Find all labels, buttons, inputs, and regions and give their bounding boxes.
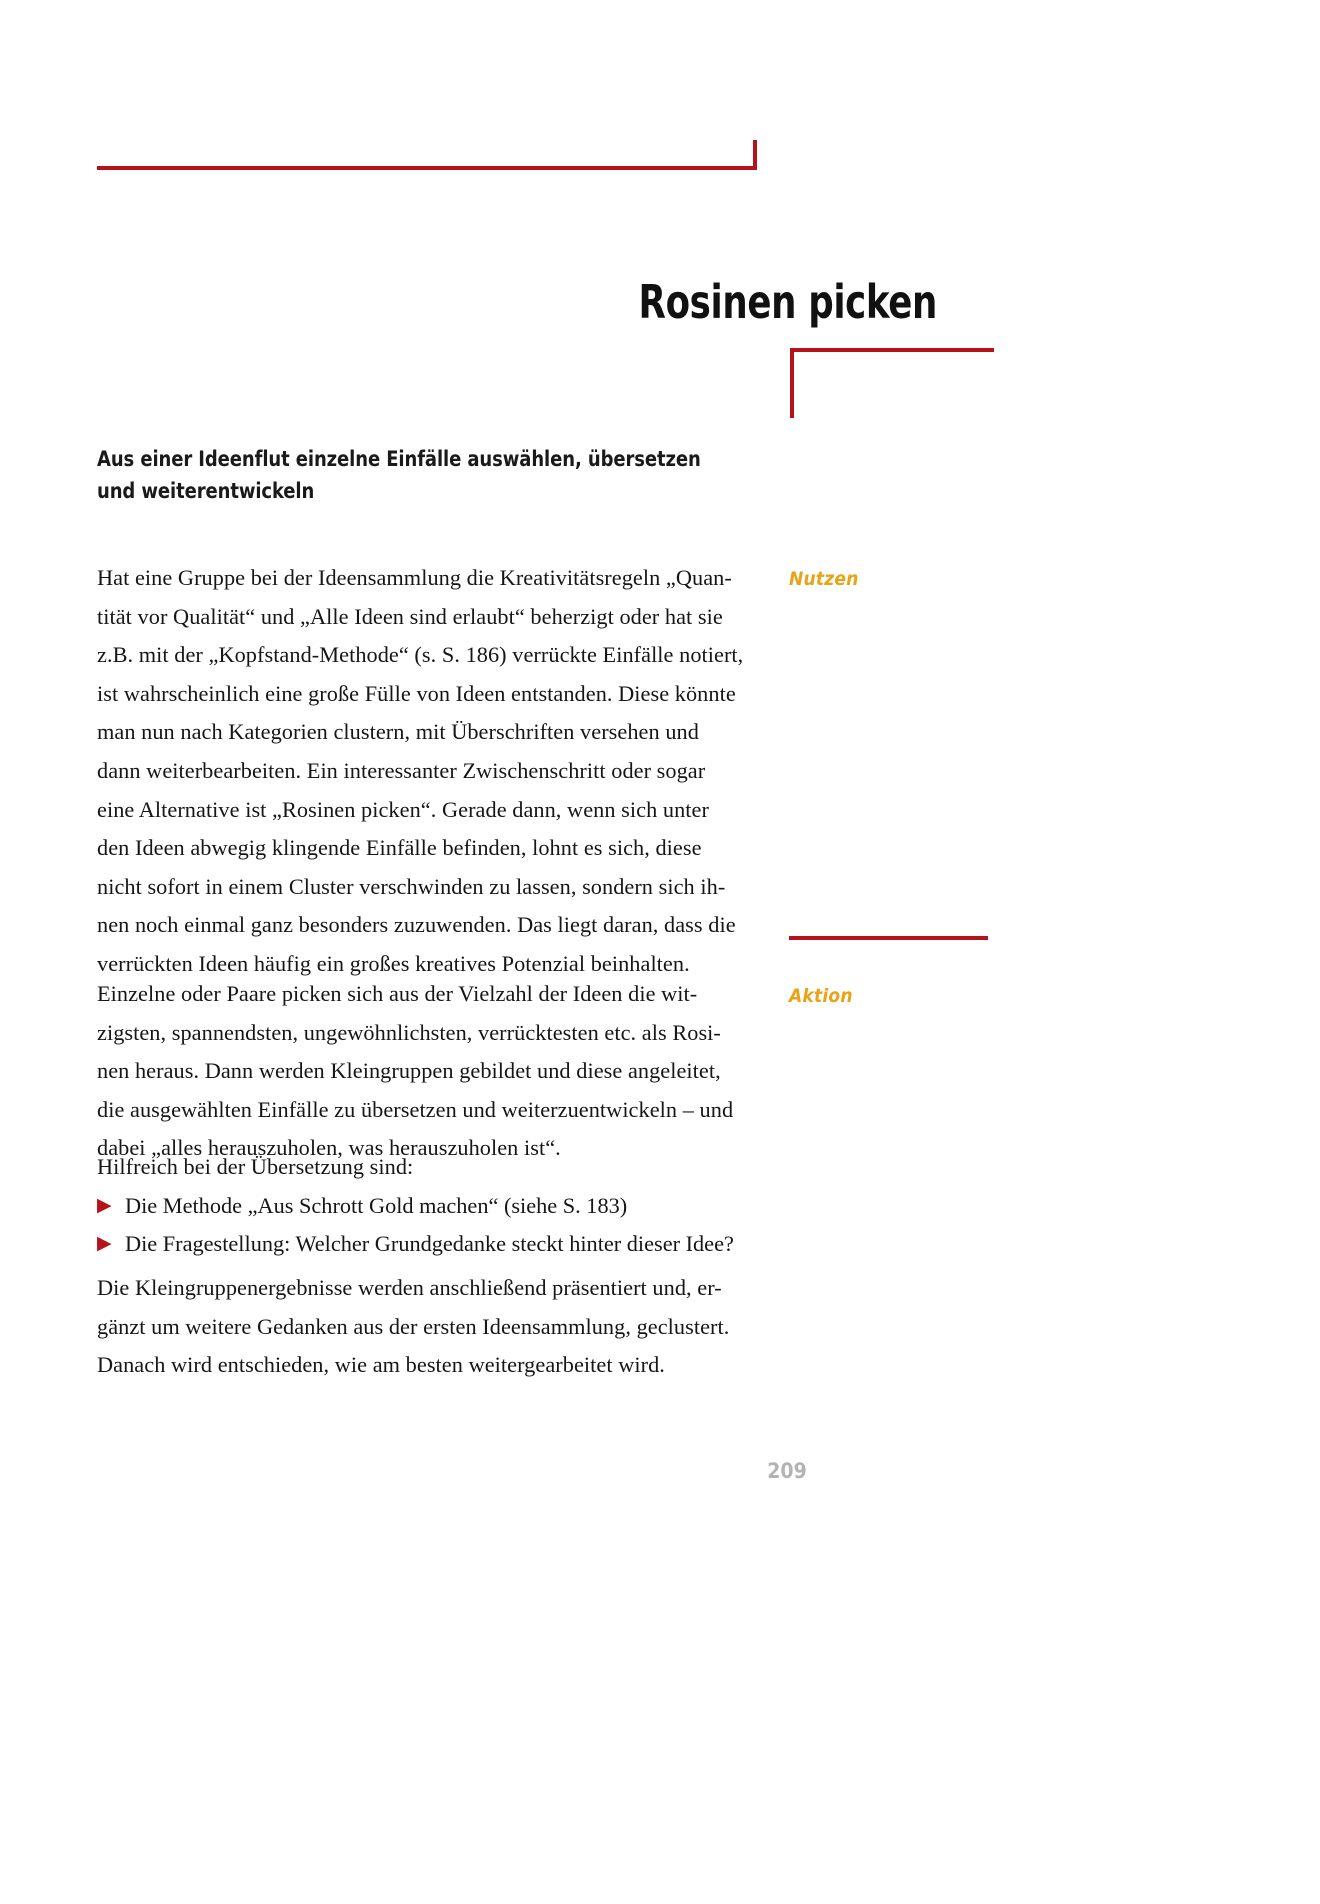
- list-item: [97, 1225, 762, 1264]
- margin-red-divider: [789, 936, 988, 940]
- text-line: nicht sofort in einem Cluster verschwinden zu lassen, sondern sich ih-: [97, 873, 726, 899]
- bullet-list: [97, 1187, 762, 1264]
- page-title: Rosinen picken: [638, 274, 937, 329]
- top-red-rule: [97, 166, 757, 170]
- text-line: nen noch einmal ganz besonders zuzuwenden. Das liegt daran, dass die: [97, 912, 736, 938]
- text-line: man nun nach Kategorien clustern, mit Überschriften versehen und: [97, 719, 699, 745]
- text-line: tität vor Qualität“ und „Alle Ideen sind erlaubt“ beherzigt oder hat sie: [97, 603, 723, 629]
- text-line: eine Alternative ist „Rosinen picken“. Gerade dann, wenn sich unter: [97, 796, 709, 822]
- text-line: Einzelne oder Paare picken sich aus der Vielzahl der Ideen die wit-: [97, 981, 698, 1006]
- text-line: Hilfreich bei der Übersetzung sind:: [97, 1154, 414, 1179]
- text-line: zigsten, spannendsten, ungewöhnlichsten, verrücktesten etc. als Rosi-: [97, 1019, 721, 1045]
- list-item: [97, 1187, 762, 1226]
- top-red-rule-end-tick: [753, 140, 757, 170]
- text-line: z.B. mit der „Kopfstand-Methode“ (s. S. 186) verrückte Einfälle notiert,: [97, 642, 744, 668]
- text-line: verrückten Ideen häufig ein großes kreatives Potenzial beinhalten.: [97, 950, 690, 976]
- paragraph-intro: [97, 559, 762, 984]
- text-line: gänzt um weitere Gedanken aus der ersten Ideensammlung, geclustert.: [97, 1313, 730, 1339]
- text-line: Die Kleingruppenergebnisse werden anschließend präsentiert und, er-: [97, 1275, 722, 1300]
- text-line: Hat eine Gruppe bei der Ideensammlung die Kreativitätsregeln „Quan-: [97, 565, 732, 590]
- text-line: die ausgewählten Einfälle zu übersetzen und weiterzuentwickeln – und: [97, 1096, 734, 1122]
- list-item-label: Die Methode „Aus Schrott Gold machen“ (siehe S. 183): [125, 1192, 628, 1218]
- bullet-section-lead: [97, 1148, 762, 1187]
- triangle-bullet-icon: ▶: [97, 1194, 112, 1216]
- red-corner-bracket: [790, 348, 994, 418]
- text-line: dabei „alles herauszuholen, was herauszuholen ist“.: [97, 1135, 561, 1161]
- text-line: nen heraus. Dann werden Kleingruppen gebildet und diese angeleitet,: [97, 1058, 721, 1084]
- paragraph-aktion: [97, 975, 762, 1168]
- paragraph-final: [97, 1269, 762, 1385]
- text-line: den Ideen abwegig klingende Einfälle befinden, lohnt es sich, diese: [97, 835, 702, 861]
- subtitle-line-2: und weiterentwickeln: [97, 478, 315, 504]
- text-line: ist wahrscheinlich eine große Fülle von Ideen entstanden. Diese könnte: [97, 680, 736, 706]
- triangle-bullet-icon: ▶: [97, 1233, 112, 1255]
- page-subtitle: [97, 444, 701, 508]
- page-number: 209: [767, 1459, 807, 1483]
- margin-label-aktion: Aktion: [789, 985, 853, 1007]
- margin-label-nutzen: Nutzen: [789, 568, 859, 590]
- bullet-section: [97, 1148, 762, 1264]
- subtitle-line-1: Aus einer Ideenflut einzelne Einfälle auswählen, übersetzen: [97, 447, 701, 472]
- text-line: dann weiterbearbeiten. Ein interessanter Zwischenschritt oder sogar: [97, 757, 706, 783]
- text-line: Danach wird entschieden, wie am besten weitergearbeitet wird.: [97, 1352, 665, 1378]
- list-item-label: Die Fragestellung: Welcher Grundgedanke steckt hinter dieser Idee?: [125, 1231, 734, 1257]
